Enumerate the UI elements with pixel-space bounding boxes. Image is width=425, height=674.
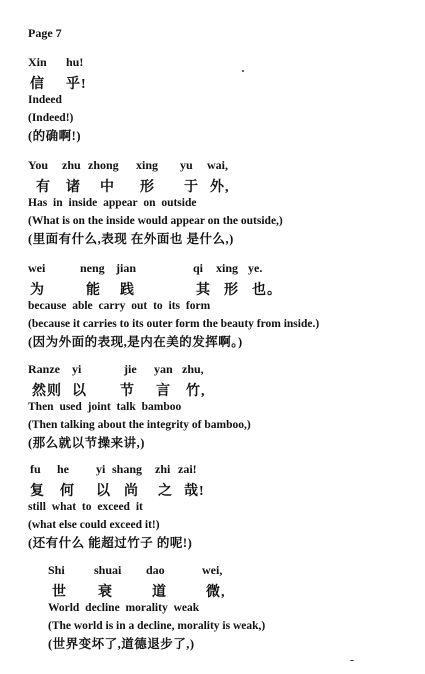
hanzi-line	[28, 279, 420, 297]
hanzi-word: 为	[30, 283, 45, 298]
english-translation: (what else could exceed it!)	[28, 519, 160, 531]
pinyin-word: yi	[96, 462, 106, 476]
pinyin-word: zhu,	[182, 362, 204, 376]
pinyin-word: jie	[124, 362, 137, 376]
scan-speck	[242, 70, 244, 72]
hanzi-line	[28, 380, 420, 398]
pinyin-word: neng	[80, 261, 105, 275]
hanzi-word: 也。	[252, 283, 282, 298]
literal-gloss: Indeed	[28, 94, 62, 106]
hanzi-line	[48, 581, 425, 599]
stanza-4	[28, 362, 420, 452]
pinyin-word: yan	[154, 362, 173, 376]
stanza-3	[28, 261, 420, 351]
chinese-translation: (那么就以节操来讲,)	[28, 436, 145, 450]
hanzi-word: 微,	[206, 585, 226, 600]
hanzi-word: 乎!	[66, 77, 87, 92]
pinyin-word: zhu	[62, 158, 81, 172]
pinyin-word: Shi	[48, 563, 65, 577]
hanzi-word: 于	[184, 180, 199, 195]
pinyin-word: shang	[112, 462, 143, 476]
hanzi-word: 诸	[66, 180, 81, 195]
pinyin-word: wai,	[207, 158, 228, 172]
pinyin-line	[28, 462, 420, 480]
hanzi-line	[28, 176, 420, 194]
stanza-2	[28, 158, 420, 248]
hanzi-line	[28, 480, 420, 498]
hanzi-word: 信	[30, 77, 45, 92]
hanzi-word: 形	[140, 180, 155, 195]
pinyin-word: Xin	[28, 55, 47, 69]
hanzi-word: 然则	[32, 384, 62, 399]
scan-speck	[350, 660, 354, 661]
pinyin-word: qi	[193, 261, 204, 275]
chinese-translation: (世界变坏了,道德退步了,)	[48, 637, 195, 651]
english-translation: (What is on the inside would appear on the outside,)	[28, 215, 283, 227]
hanzi-word: 外,	[210, 180, 230, 195]
stanza-6	[48, 563, 425, 653]
pinyin-word: zhong	[88, 158, 119, 172]
pinyin-word: xing	[136, 158, 159, 172]
pinyin-word: jian	[116, 261, 137, 275]
literal-gloss: World decline morality weak	[48, 602, 200, 614]
pinyin-word: wei	[28, 261, 46, 275]
hanzi-line	[28, 73, 420, 91]
english-translation: (because it carries to its outer form the beauty from inside.)	[28, 318, 320, 330]
hanzi-word: 中	[100, 180, 115, 195]
pinyin-word: zai!	[178, 462, 197, 476]
hanzi-word: 之	[158, 484, 173, 499]
hanzi-word: 何	[60, 484, 75, 499]
pinyin-word: fu	[30, 462, 41, 476]
hanzi-word: 有	[36, 180, 51, 195]
pinyin-word: Ranze	[28, 362, 60, 376]
chinese-translation: (因为外面的表现,是内在美的发挥啊。)	[28, 335, 243, 349]
hanzi-word: 复	[30, 484, 45, 499]
hanzi-word: 言	[156, 384, 171, 399]
literal-gloss: still what to exceed it	[28, 501, 143, 513]
hanzi-word: 以	[96, 484, 111, 499]
pinyin-line	[28, 261, 420, 279]
english-translation: (The world is in a decline, morality is weak,)	[48, 620, 266, 632]
pinyin-word: zhi	[155, 462, 171, 476]
chinese-translation: (里面有什么,表现 在外面也 是什么,)	[28, 232, 234, 246]
hanzi-word: 竹,	[186, 384, 206, 399]
hanzi-word: 节	[120, 384, 135, 399]
hanzi-word: 践	[120, 283, 135, 298]
pinyin-word: You	[28, 158, 49, 172]
pinyin-word: ye.	[248, 261, 263, 275]
chinese-translation: (还有什么 能超过竹子 的呢!)	[28, 536, 193, 550]
pinyin-word: shuai	[94, 563, 122, 577]
chinese-translation: (的确啊!)	[28, 129, 81, 143]
page-number: Page 7	[28, 26, 62, 40]
pinyin-word: hu!	[66, 55, 84, 69]
english-translation: (Then talking about the integrity of bamboo,)	[28, 419, 251, 431]
stanza-5	[28, 462, 420, 552]
pinyin-word: yu	[180, 158, 193, 172]
stanza-1	[28, 55, 420, 145]
english-translation: (Indeed!)	[28, 112, 74, 124]
pinyin-word: yi	[72, 362, 82, 376]
pinyin-word: wei,	[202, 563, 223, 577]
hanzi-word: 世	[52, 585, 67, 600]
pinyin-line	[28, 158, 420, 176]
pinyin-word: dao	[146, 563, 165, 577]
hanzi-word: 形	[224, 283, 239, 298]
pinyin-line	[28, 55, 420, 73]
pinyin-line	[48, 563, 425, 581]
hanzi-word: 衰	[98, 585, 113, 600]
literal-gloss: Then used joint talk bamboo	[28, 401, 182, 413]
hanzi-word: 道	[152, 585, 167, 600]
hanzi-word: 哉!	[184, 484, 205, 499]
hanzi-word: 其	[196, 283, 211, 298]
hanzi-word: 能	[86, 283, 101, 298]
literal-gloss: because able carry out to its form	[28, 300, 211, 312]
hanzi-word: 尚	[124, 484, 139, 499]
pinyin-word: he	[57, 462, 69, 476]
hanzi-word: 以	[72, 384, 87, 399]
pinyin-line	[28, 362, 420, 380]
pinyin-word: xing	[216, 261, 239, 275]
literal-gloss: Has in inside appear on outside	[28, 197, 197, 209]
